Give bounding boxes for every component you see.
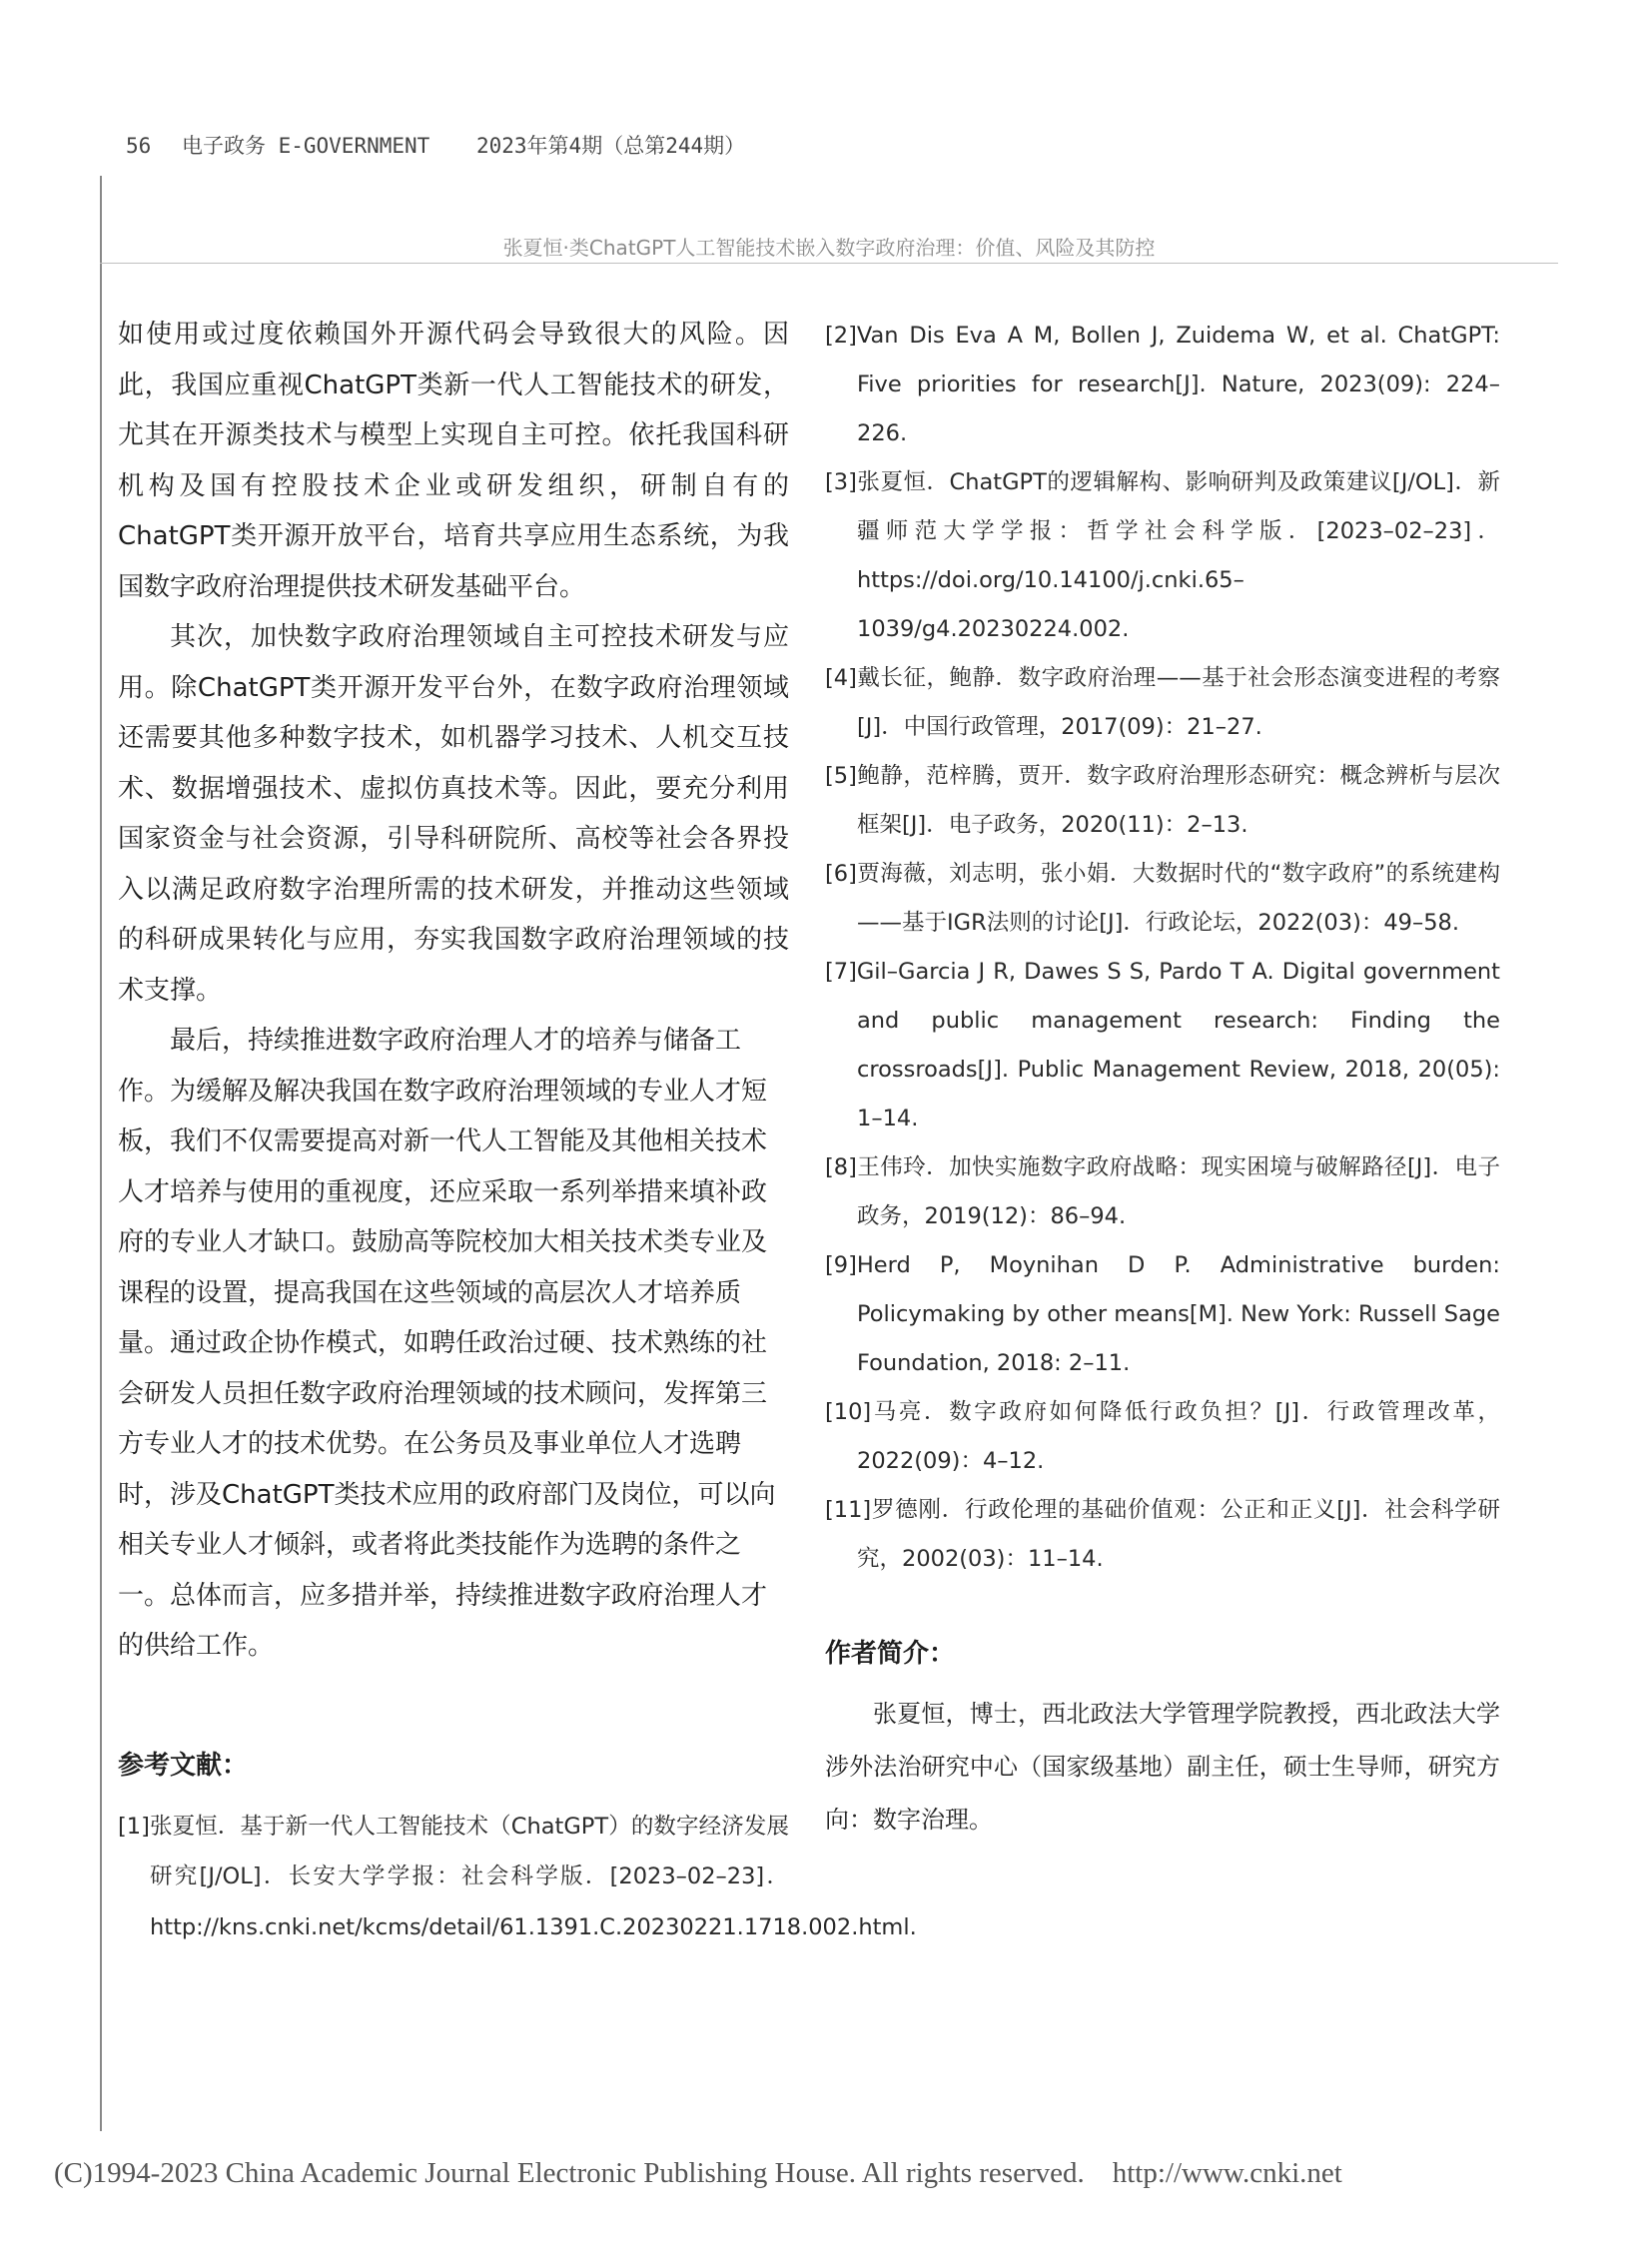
author-bio: 张夏恒，博士，西北政法大学管理学院教授，西北政法大学涉外法治研究中心（国家级基地）副主任，硕士生导师，研究方向：数字治理。 — [825, 1700, 1500, 1834]
references-heading: 参考文献： — [118, 1750, 249, 1781]
page-header — [126, 130, 745, 160]
copyright-text: (C)1994-2023 China Academic Journal Electronic Publishing House. All rights reserved. — [54, 2157, 1085, 2189]
running-title: 张夏恒·类ChatGPT人工智能技术嵌入数字政府治理：价值、风险及其防控 — [502, 236, 1156, 260]
reference-list — [118, 1802, 917, 1953]
reference-item: [5]鲍静，范梓腾，贾开．数字政府治理形态研究：概念辨析与层次框架[J]．电子政务，2020(11)：2–13. — [825, 763, 1500, 838]
reference-item: [4]戴长征，鲍静．数字政府治理——基于社会形态演变进程的考察[J]．中国行政管理，2017(09)：21–27. — [825, 665, 1500, 740]
issue-info: 2023年第4期（总第244期） — [475, 134, 746, 158]
reference-list — [825, 312, 1500, 1584]
author-heading: 作者简介： — [825, 1639, 956, 1669]
body-paragraph: 其次，加快数字政府治理领域自主可控技术研发与应用。除ChatGPT类开源开发平台外，在数字政府治理领域还需要其他多种数字技术，如机器学习技术、人机交互技术、数据增强技术、虚拟仿真技术等。因此，要充分利用国家资金与社会资源，引导科研院所、高校等社会各界投入以满足政府数字治理所需的技术研发，并推动这些领域的科研成果转化与应用，夯实我国数字政府治理领域的技术支撑。 — [118, 622, 789, 1006]
journal-name: 电子政务 E-GOVERNMENT — [181, 134, 430, 158]
body-paragraph: 最后，持续推进数字政府治理人才的培养与储备工作。为缓解及解决我国在数字政府治理领域的专业人才短板，我们不仅需要提高对新一代人工智能及其他相关技术人才培养与使用的重视度，还应采取一系列举措来填补政府的专业人才缺口。鼓励高等院校加大相关技术类专业及课程的设置，提高我国在这些领域的高层次人才培养质量。通过政企协作模式，如聘任政治过硬、技术熟练的社会研发人员担任数字政府治理领域的技术顾问，发挥第三方专业人才的技术优势。在公务员及事业单位人才选聘时，涉及ChatGPT类技术应用的政府部门及岗位，可以向相关专业人才倾斜，或者将此类技能作为选聘的条件之一。总体而言，应多措并举，持续推进数字政府治理人才的供给工作。 — [118, 1026, 776, 1661]
copyright-footer — [54, 2157, 1342, 2190]
reference-item: [3]张夏恒．ChatGPT的逻辑解构、影响研判及政策建议[J/OL]．新疆师范大学学报：哲学社会科学版．[2023–02–23]．https://doi.org/10.14100/j.cnki.65–1039/g4.20230224.002. — [825, 469, 1500, 642]
header-rule — [100, 263, 1558, 264]
body-paragraph: 如使用或过度依赖国外开源代码会导致很大的风险。因此，我国应重视ChatGPT类新一代人工智能技术的研发，尤其在开源类技术与模型上实现自主可控。依托我国科研机构及国有控股技术企业或研发组织，研制自有的ChatGPT类开源开放平台，培育共享应用生态系统，为我国数字政府治理提供技术研发基础平台。 — [118, 320, 789, 602]
reference-item: [9]Herd P, Moynihan D P. Administrative burden: Policymaking by other means[M]. New York: Russell Sage Foundation, 2018: 2–11. — [825, 1252, 1500, 1376]
right-column — [825, 312, 1500, 1847]
reference-item: [6]贾海薇，刘志明，张小娟．大数据时代的“数字政府”的系统建构——基于IGR法则的讨论[J]．行政论坛，2022(03)：49–58. — [825, 861, 1500, 936]
reference-item: [1]张夏恒．基于新一代人工智能技术（ChatGPT）的数字经济发展研究[J/OL]．长安大学学报：社会科学版．[2023–02–23]．http://kns.cnki.net/kcms/detail/61.1391.C.20230221.1718.002.html. — [118, 1813, 917, 1940]
reference-item: [11]罗德刚．行政伦理的基础价值观：公正和正义[J]．社会科学研究，2002(03)：11–14. — [825, 1497, 1500, 1572]
footer-url[interactable]: http://www.cnki.net — [1112, 2157, 1342, 2189]
reference-item: [10]马亮．数字政府如何降低行政负担？[J]．行政管理改革，2022(09)：4–12. — [825, 1399, 1500, 1474]
reference-item: [2]Van Dis Eva A M, Bollen J, Zuidema W, et al. ChatGPT: Five priorities for research[J]. Nature, 2023(09): 224–226. — [825, 323, 1500, 446]
page-number: 56 — [126, 134, 152, 158]
margin-rule — [100, 176, 102, 2131]
reference-item: [8]王伟玲．加快实施数字政府战略：现实困境与破解路径[J]．电子政务，2019(12)：86–94. — [825, 1154, 1500, 1229]
reference-item: [7]Gil–Garcia J R, Dawes S S, Pardo T A. Digital government and public management research: Finding the crossroads[J]. Public Management Review, 2018, 20(05): 1–14. — [825, 959, 1500, 1131]
